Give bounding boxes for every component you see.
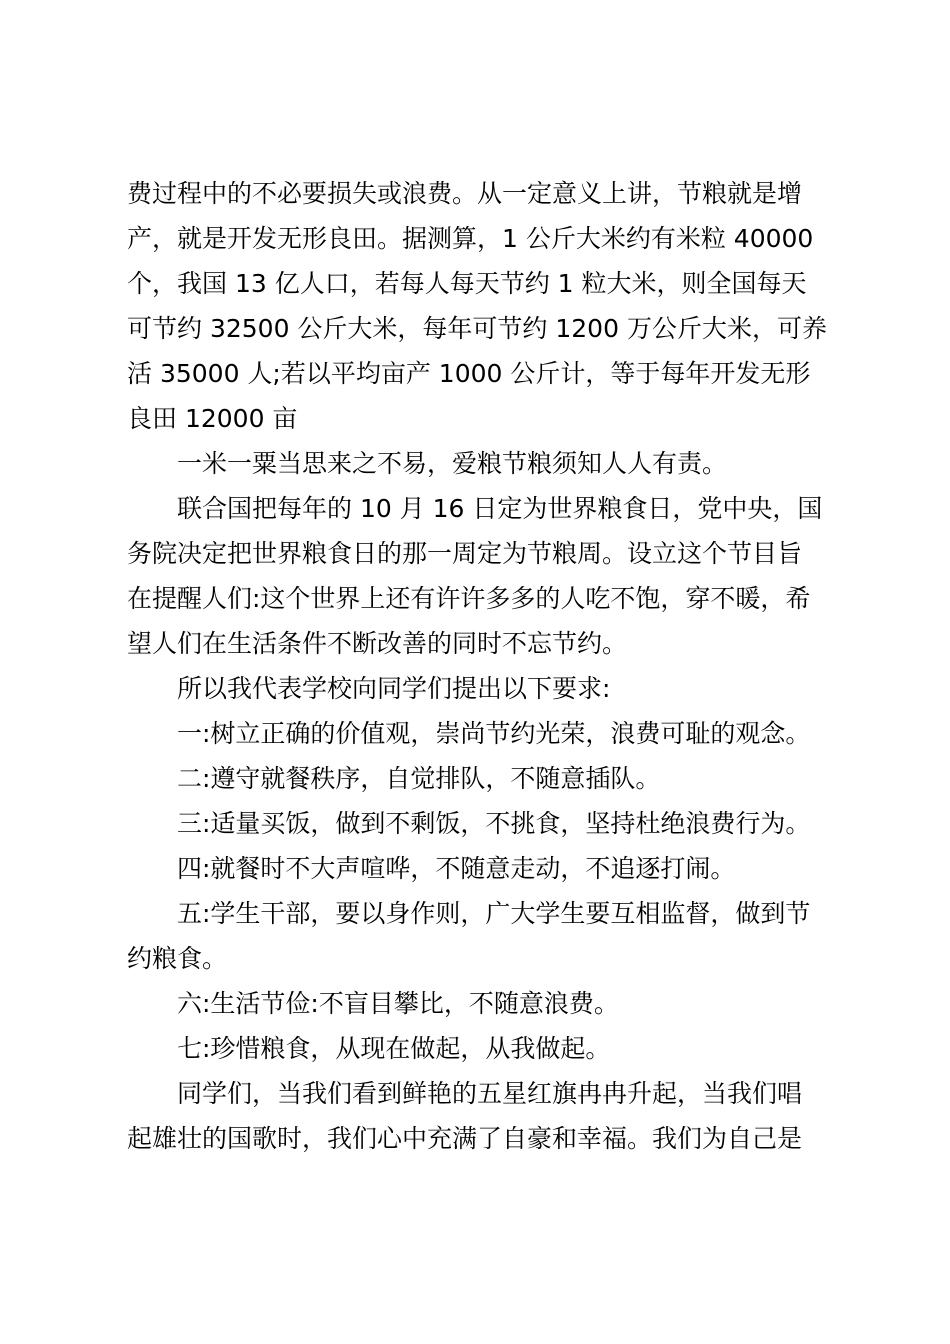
text-line: 起雄壮的国歌时，我们心中充满了自豪和幸福。我们为自己是 <box>127 1124 803 1153</box>
list-item-line: 二:遵守就餐秩序，自觉排队，不随意插队。 <box>177 764 661 793</box>
list-item-line: 七:珍惜粮食，从现在做起，从我做起。 <box>177 1034 611 1063</box>
list-item-line: 五:学生干部，要以身作则，广大学生要互相监督，做到节 <box>177 899 811 928</box>
list-item-line: 四:就餐时不大声喧哗，不随意走动，不追逐打闹。 <box>177 854 736 883</box>
text-line: 产，就是开发无形良田。据测算，1 公斤大米约有米粒 40000 <box>127 224 814 253</box>
text-line: 活 35000 人;若以平均亩产 1000 公斤计，等于每年开发无形 <box>127 359 811 388</box>
list-item-line: 三:适量买饭，做到不剩饭，不挑食，坚持杜绝浪费行为。 <box>177 809 811 838</box>
list-item-line: 六:生活节俭:不盲目攀比，不随意浪费。 <box>177 989 619 1018</box>
text-line: 务院决定把世界粮食日的那一周定为节粮周。设立这个节目旨 <box>127 539 803 568</box>
paragraph-start-line: 所以我代表学校向同学们提出以下要求: <box>177 674 611 703</box>
paragraph-start-line: 一米一粟当思来之不易，爱粮节粮须知人人有责。 <box>177 449 728 478</box>
text-line: 良田 12000 亩 <box>127 404 298 433</box>
paragraph-start-line: 同学们，当我们看到鲜艳的五星红旗冉冉升起，当我们唱 <box>177 1079 803 1108</box>
text-line: 望人们在生活条件不断改善的同时不忘节约。 <box>127 629 628 658</box>
text-line: 在提醒人们:这个世界上还有许许多多的人吃不饱，穿不暖，希 <box>127 584 811 613</box>
document-body <box>127 171 833 1161</box>
text-line: 费过程中的不必要损失或浪费。从一定意义上讲，节粮就是增 <box>127 179 803 208</box>
paragraph-start-line: 联合国把每年的 10 月 16 日定为世界粮食日，党中央，国 <box>177 494 823 523</box>
text-line: 约粮食。 <box>127 944 228 973</box>
text-line: 个，我国 13 亿人口，若每人每天节约 1 粒大米，则全国每天 <box>127 269 807 298</box>
text-line: 可节约 32500 公斤大米，每年可节约 1200 万公斤大米，可养 <box>127 314 827 343</box>
list-item-line: 一:树立正确的价值观，崇尚节约光荣，浪费可耻的观念。 <box>177 719 811 748</box>
